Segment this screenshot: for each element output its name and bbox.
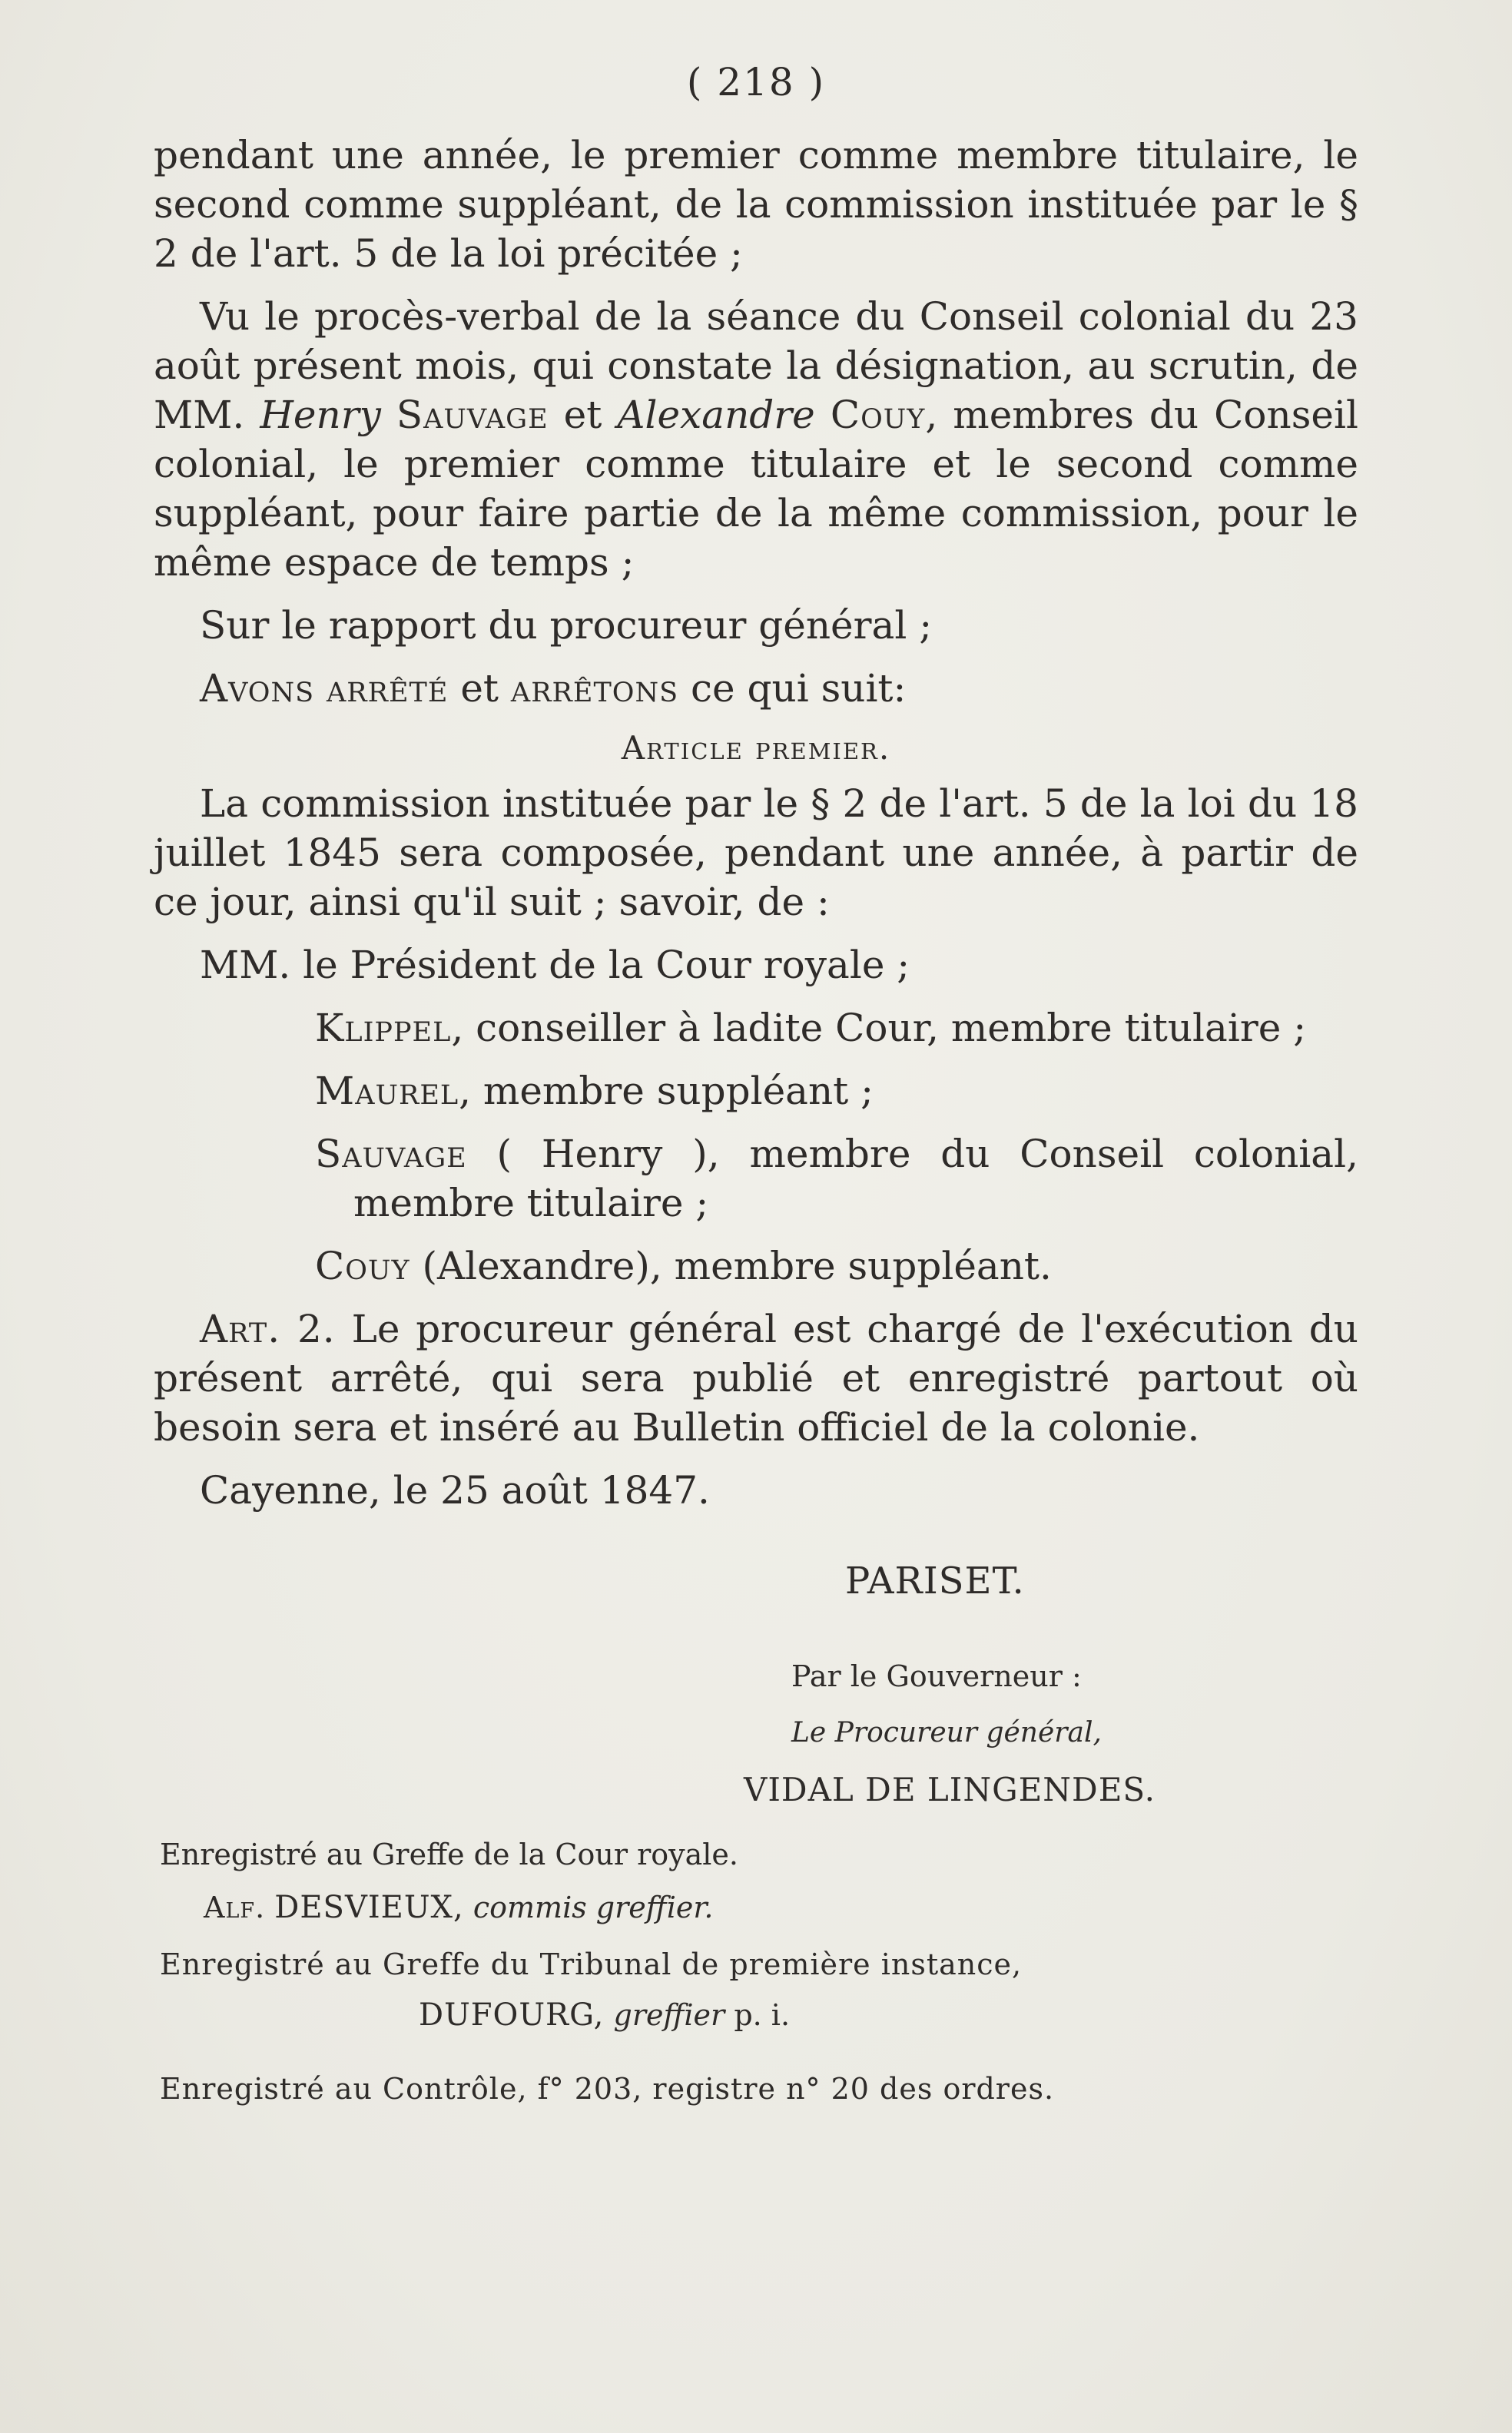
list-item-maurel: Maurel, membre suppléant ;: [315, 1069, 874, 1113]
date-line: Cayenne, le 25 août 1847.: [200, 1468, 710, 1513]
name-alexandre: Alexandre: [617, 393, 815, 437]
registration-dufourg: DUFOURG, greffier p. i.: [419, 1997, 791, 2033]
paragraph-continuation: pendant une année, le premier comme membre titulaire, le second comme suppléant, de la commission instituée par le § 2 de l'art. 5 de la loi précitée ;: [154, 133, 1358, 276]
page-number: ( 218 ): [686, 60, 826, 104]
par-le-gouverneur: Par le Gouverneur :: [791, 1659, 1082, 1693]
name-sauvage: Sauvage: [396, 393, 549, 437]
paragraph-article-2: Art. 2. Le procureur général est chargé de l'exécution du présent arrêté, qui sera publié et enregistré partout où besoin sera et inséré au Bulletin officiel de la colonie.: [154, 1307, 1358, 1450]
body-text: [154, 131, 1358, 1515]
registration-cour-royale: Enregistré au Greffe de la Cour royale.: [160, 1838, 738, 1871]
paragraph-rapport: Sur le rapport du procureur général ;: [200, 603, 933, 648]
list-item-klippel: Klippel, conseiller à ladite Cour, membre titulaire ;: [315, 1006, 1307, 1050]
registration-controle: Enregistré au Contrôle, f° 203, registre n° 20 des ordres.: [160, 2072, 1055, 2106]
signature-vidal: VIDAL DE LINGENDES.: [744, 1771, 1156, 1808]
registration-desvieux: Alf. DESVIEUX, commis greffier.: [204, 1890, 714, 1925]
list-item-couy: Couy (Alexandre), membre suppléant.: [315, 1244, 1052, 1288]
paragraph-avons-arrete: Avons arrêté et arrêtons ce qui suit:: [200, 666, 907, 711]
registration-tribunal: Enregistré au Greffe du Tribunal de première instance,: [160, 1947, 1023, 1981]
signature-pariset: PARISET.: [845, 1560, 1025, 1603]
name-couy: Couy: [830, 393, 926, 437]
list-item-sauvage: Sauvage ( Henry ), membre du Conseil colonial, membre titulaire ;: [315, 1132, 1358, 1225]
list-item-president: MM. le Président de la Cour royale ;: [200, 943, 910, 987]
paragraph-proces-verbal: Vu le procès-verbal de la séance du Conseil colonial du 23 août présent mois, qui constate la désignation, au scrutin, de MM. Henry Sauvage et Alexandre Couy, membres du Conseil colonial, le premier comme titulaire et le second comme suppléant, pour faire partie de la même commission, pour le même espace de temps ;: [154, 294, 1358, 585]
paragraph-article-1: La commission instituée par le § 2 de l'art. 5 de la loi du 18 juillet 1845 sera composée, pendant une année, à partir de ce jour, ainsi qu'il suit ; savoir, de :: [154, 781, 1358, 924]
article-heading: Article premier.: [621, 729, 891, 767]
procureur-general-title: Le Procureur général,: [791, 1717, 1102, 1749]
name-henry: Henry: [260, 393, 381, 437]
